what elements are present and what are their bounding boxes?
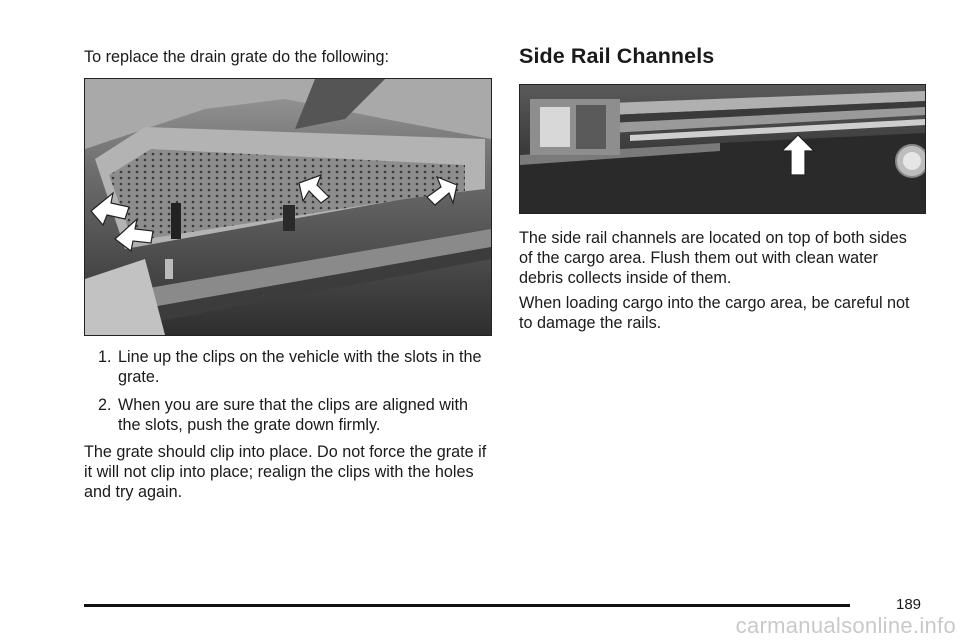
drain-grate-illustration — [85, 79, 491, 335]
step-text: When you are sure that the clips are aligned with the slots, push the grate down firmly. — [118, 396, 469, 434]
list-item — [84, 395, 490, 435]
side-rail-illustration — [520, 85, 925, 213]
side-rail-photo — [519, 84, 926, 214]
rail-paragraph: When loading cargo into the cargo area, be careful not to damage the rails. — [519, 294, 910, 332]
step-number: 1. — [98, 348, 112, 366]
step-text: Line up the clips on the vehicle with the slots in the grate. — [118, 348, 482, 386]
section-heading: Side Rail Channels — [519, 44, 715, 68]
page-number: 189 — [896, 596, 922, 613]
step-number: 2. — [98, 396, 112, 414]
steps-list — [84, 347, 490, 443]
footer-rule — [84, 604, 850, 607]
grate-note: The grate should clip into place. Do not force the grate if it will not clip into place; realign the clips with the holes and try again. — [84, 443, 487, 501]
list-item — [84, 347, 490, 387]
watermark[interactable]: carmanualsonline.info — [735, 613, 956, 638]
intro-text: To replace the drain grate do the following: — [84, 48, 390, 66]
drain-grate-photo — [84, 78, 492, 336]
rail-paragraph: The side rail channels are located on top of both sides of the cargo area. Flush them out with clean water debris collects inside of them. — [519, 229, 907, 287]
